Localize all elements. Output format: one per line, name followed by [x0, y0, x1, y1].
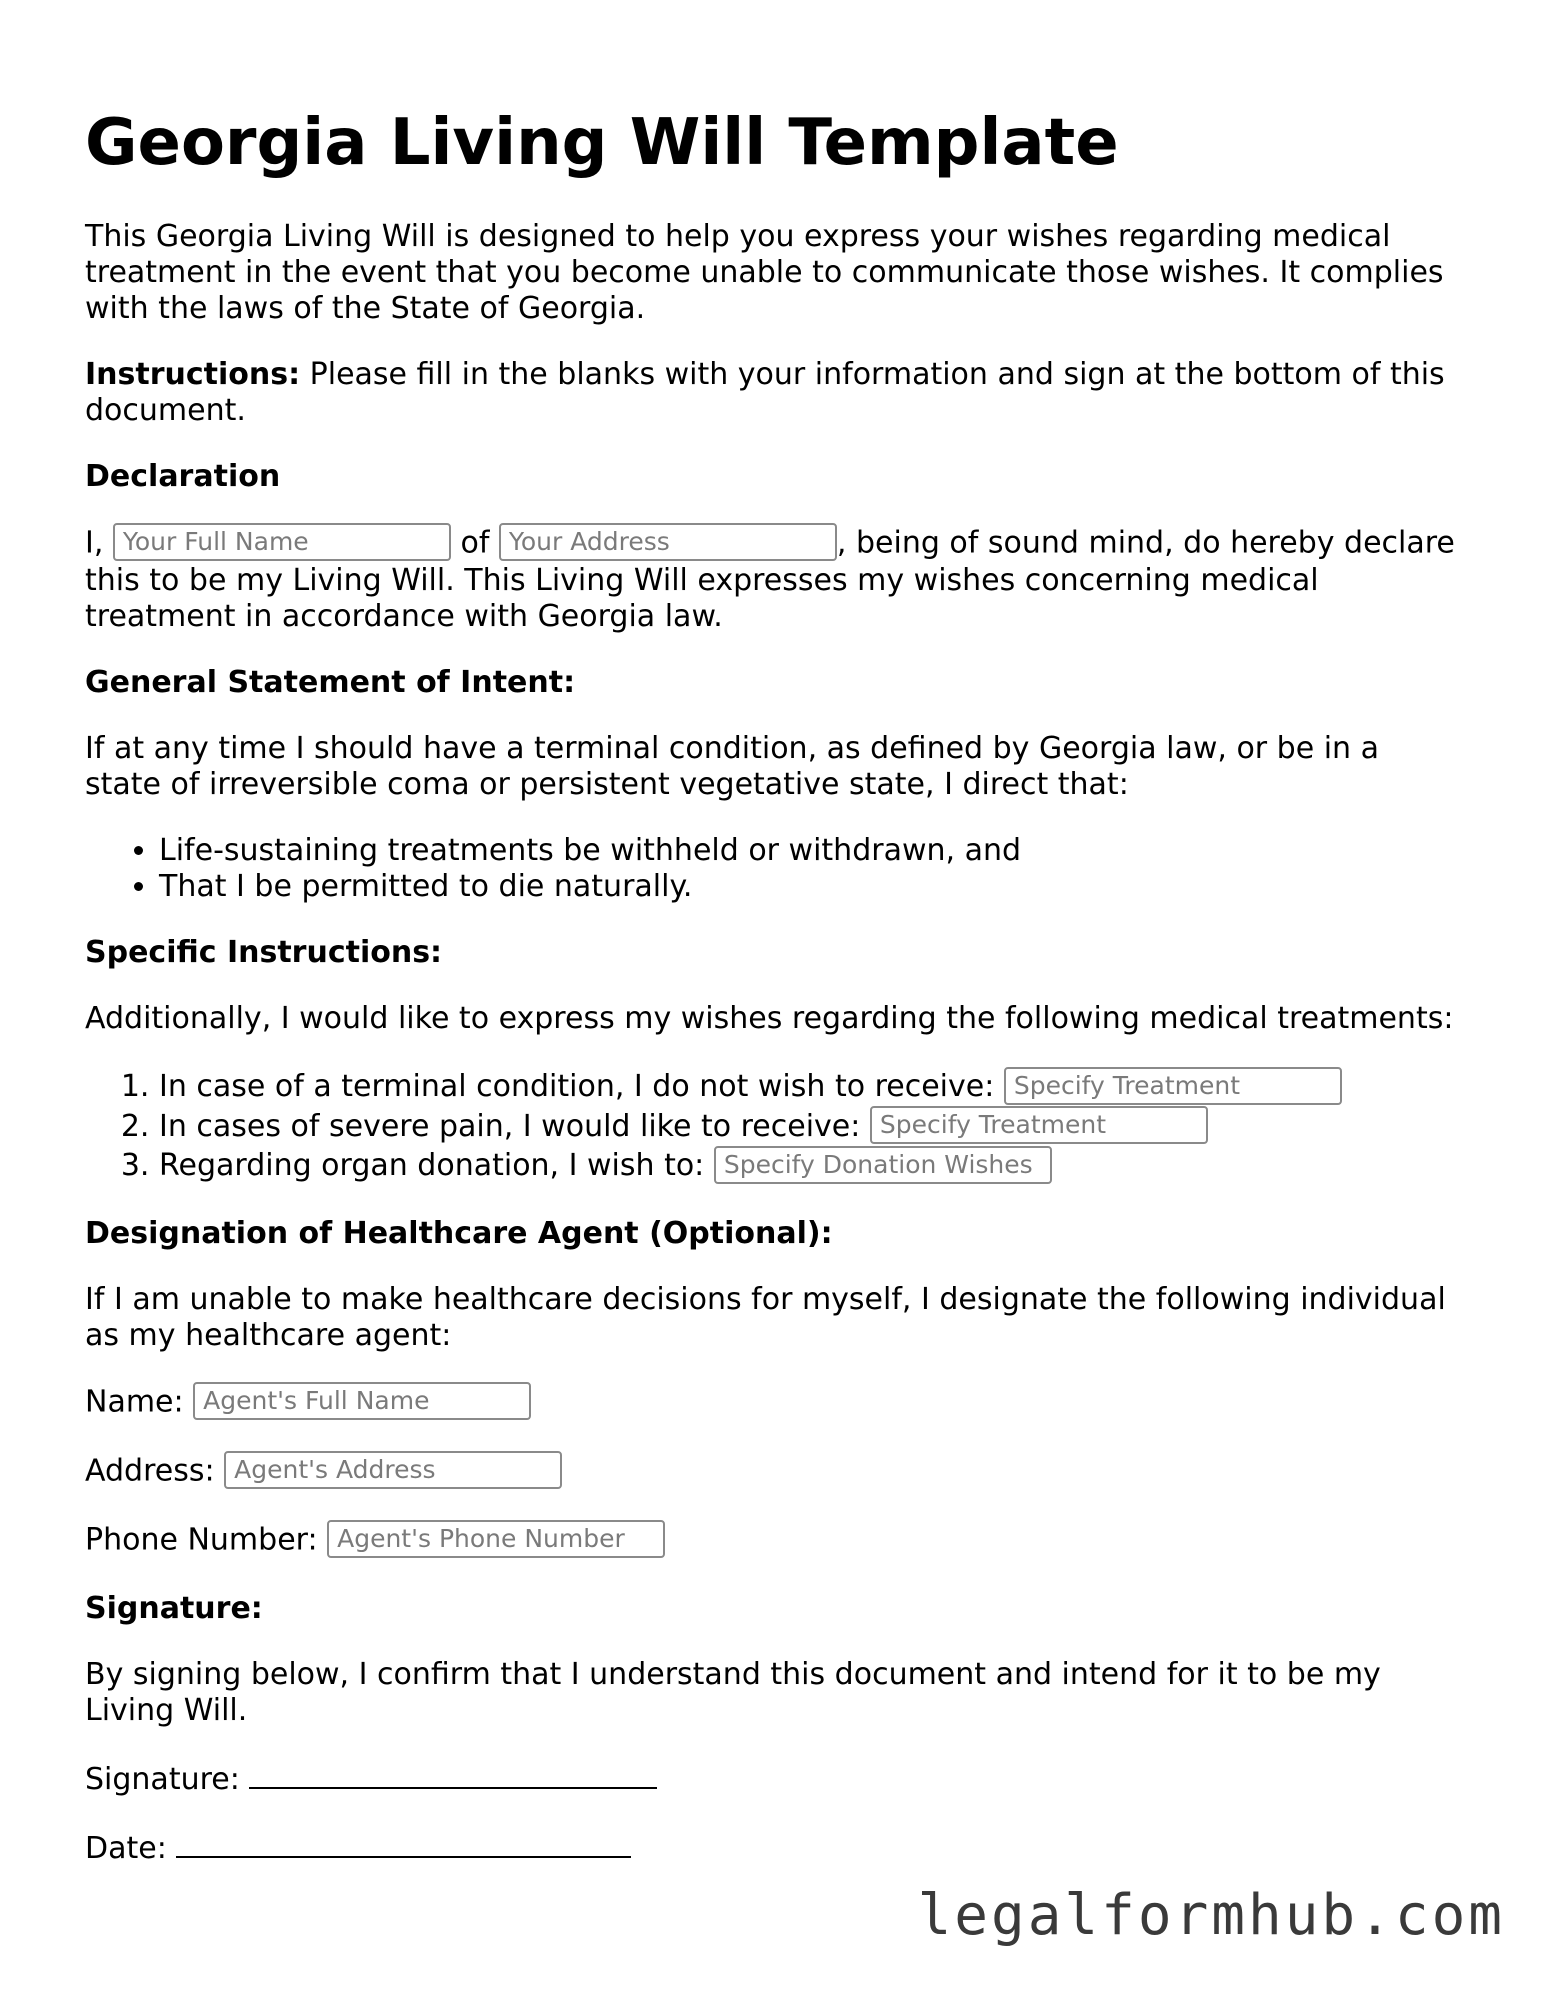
agent-address-field[interactable]: Agent's Address [224, 1451, 562, 1489]
terminal-treatment-field[interactable]: Specify Treatment [1004, 1067, 1342, 1105]
agent-phone-row [85, 1522, 1460, 1560]
signature-line[interactable] [249, 1759, 657, 1789]
date-line[interactable] [176, 1828, 631, 1858]
signature-row [85, 1759, 1460, 1798]
declaration-paragraph [85, 525, 1460, 635]
signature-label: Signature: [85, 1761, 250, 1797]
intent-paragraph: If at any time I should have a terminal condition, as defined by Georgia law, or be in a state of irreversible coma or persistent vegetative state, I direct that: [85, 731, 1379, 802]
instructions-paragraph [85, 357, 1460, 429]
list-item [159, 1067, 1460, 1107]
specific-heading: Specific Instructions: [85, 935, 443, 970]
signature-paragraph: By signing below, I confirm that I understand this document and intend for it to be my Living Will. [85, 1656, 1381, 1728]
agent-phone-field[interactable]: Agent's Phone Number [327, 1520, 665, 1558]
declaration-heading: Declaration [85, 459, 281, 494]
agent-address-label: Address: [85, 1453, 225, 1488]
signature-heading: Signature: [85, 1590, 263, 1626]
specific-paragraph: Additionally, I would like to express my wishes regarding the following medical treatments: [85, 1001, 1454, 1036]
specific-list [85, 1067, 1460, 1186]
agent-heading: Designation of Healthcare Agent (Optional): [85, 1215, 833, 1251]
declaration-prefix: I, [85, 525, 113, 561]
agent-address-row [85, 1453, 1460, 1491]
page-title: Georgia Living Will Template [85, 106, 1119, 180]
full-name-field[interactable]: Your Full Name [113, 523, 451, 561]
donation-wishes-field[interactable]: Specify Donation Wishes [714, 1146, 1052, 1184]
intro-paragraph: This Georgia Living Will is designed to help you express your wishes regarding medical treatment in the event that you become unable to communicate those wishes. It complies with the laws of the State of Georgia. [85, 219, 1444, 326]
address-field[interactable]: Your Address [499, 523, 837, 561]
document-page [85, 95, 1460, 1897]
list-item: • That I be permitted to die naturally. [159, 869, 1460, 905]
list-item-text: In case of a terminal condition, I do not wish to receive: [159, 1069, 1004, 1104]
instructions-text: Please fill in the blanks with your information and sign at the bottom of this document. [85, 357, 1445, 428]
list-item-text: In cases of severe pain, I would like to receive: [159, 1108, 870, 1144]
instructions-label: Instructions: [85, 357, 301, 392]
intent-list [85, 833, 1460, 905]
intent-heading: General Statement of Intent: [85, 665, 576, 700]
list-item-text: Regarding organ donation, I wish to: [159, 1148, 714, 1183]
list-item: • Life-sustaining treatments be withheld or withdrawn, and [159, 833, 1460, 869]
agent-phone-label: Phone Number: [85, 1522, 328, 1557]
agent-name-label: Name: [85, 1384, 194, 1419]
declaration-of: of [450, 525, 499, 561]
date-row [85, 1828, 1460, 1867]
declaration-text: , being of sound mind, do hereby declare this to be my Living Will. This Living Will expresses my wishes concerning medical treatment in accordance with Georgia law. [85, 525, 1455, 634]
list-item [159, 1107, 1460, 1147]
pain-treatment-field[interactable]: Specify Treatment [870, 1106, 1208, 1144]
date-label: Date: [85, 1830, 177, 1866]
watermark-logo: legalformhub.com [917, 1883, 1505, 1948]
agent-paragraph: If I am unable to make healthcare decisions for myself, I designate the following individual as my healthcare agent: [85, 1281, 1446, 1353]
agent-name-row [85, 1384, 1460, 1422]
agent-name-field[interactable]: Agent's Full Name [193, 1382, 531, 1420]
list-item [159, 1146, 1460, 1186]
